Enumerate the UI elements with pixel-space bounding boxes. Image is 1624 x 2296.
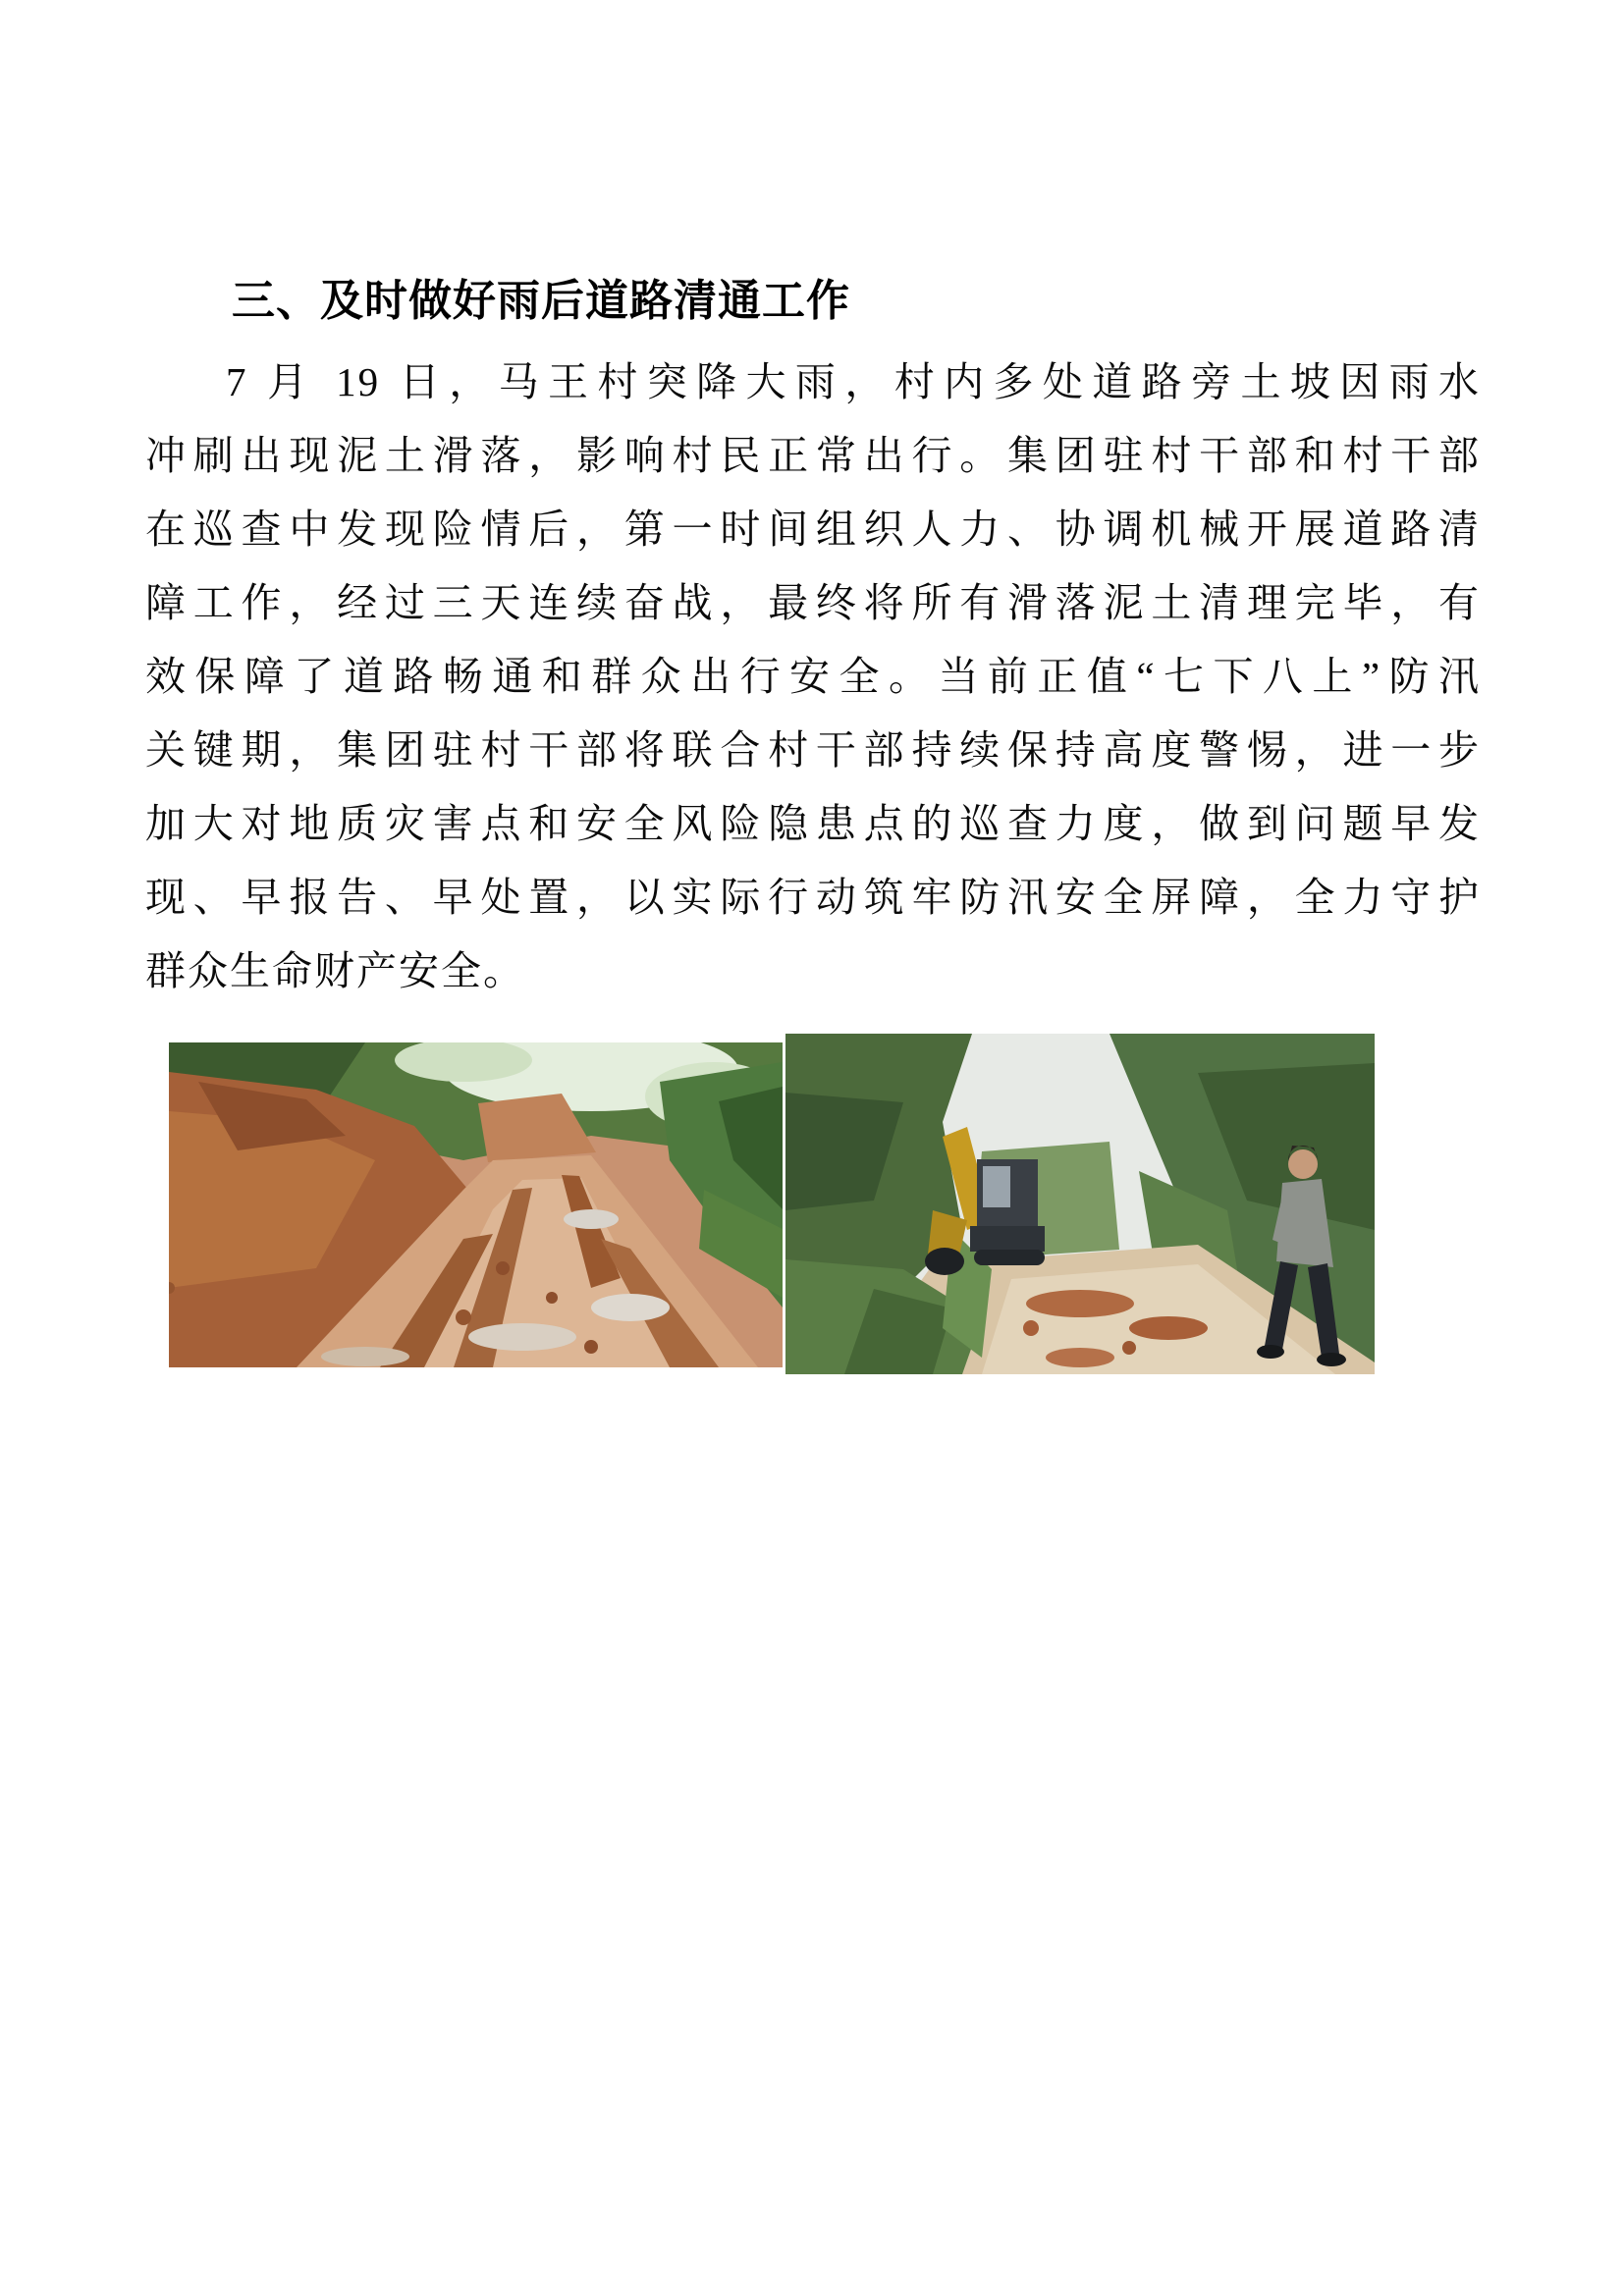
muddy-road-photo [169, 1042, 783, 1367]
section-heading: 三、及时做好雨后道路清通工作 [232, 277, 850, 325]
paragraph-line: 现、早报告、早处置，以实际行动筑牢防汛安全屏障，全力守护 [145, 875, 1481, 920]
paragraph-line: 效保障了道路畅通和群众出行安全。当前正值“七下八上”防汛 [145, 654, 1481, 699]
paragraph-line: 群众生命财产安全。 [145, 948, 525, 993]
paragraph-line: 障工作，经过三天连续奋战，最终将所有滑落泥土清理完毕，有 [145, 580, 1481, 625]
body-paragraph [145, 346, 1481, 1008]
paragraph-line: 关键期，集团驻村干部将联合村干部持续保持高度警惕，进一步 [145, 727, 1481, 773]
paragraph-line: 冲刷出现泥土滑落，影响村民正常出行。集团驻村干部和村干部 [145, 433, 1481, 478]
paragraph-line: 7 月 19 日，马王村突降大雨，村内多处道路旁土坡因雨水 [226, 359, 1481, 404]
paragraph-line: 加大对地质灾害点和安全风险隐患点的巡查力度，做到问题早发 [145, 801, 1481, 846]
paragraph-line: 在巡查中发现险情后，第一时间组织人力、协调机械开展道路清 [145, 507, 1481, 552]
excavator-clearing-photo [785, 1034, 1375, 1374]
